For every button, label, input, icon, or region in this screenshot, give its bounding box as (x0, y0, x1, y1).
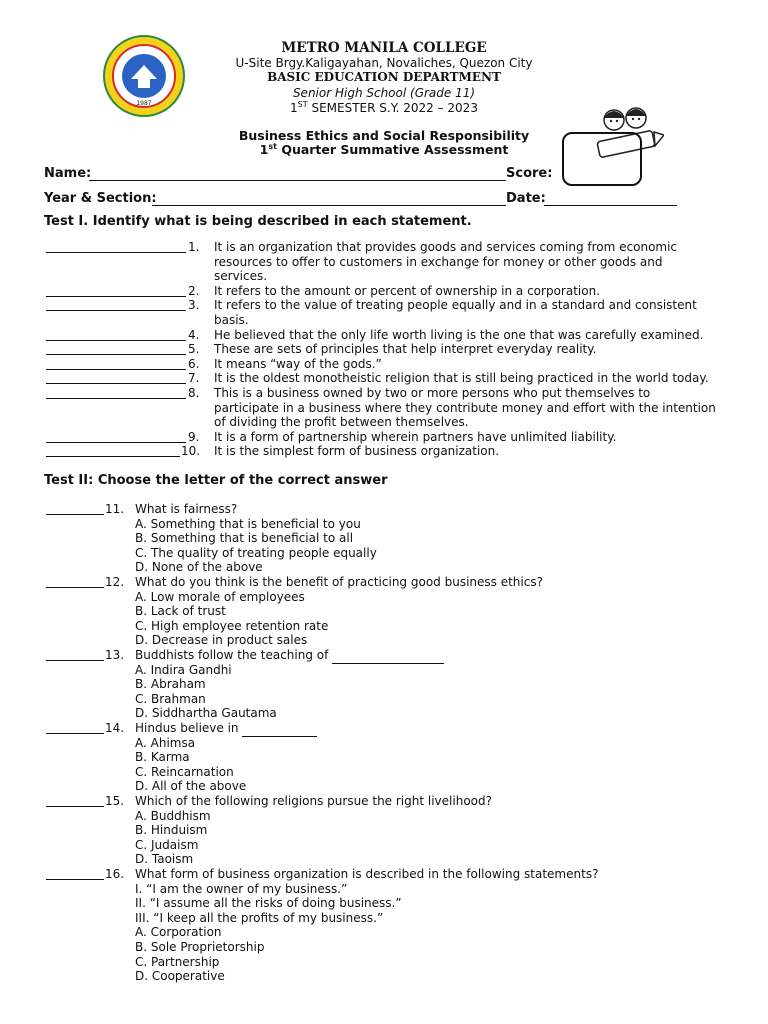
date-input-line[interactable] (544, 205, 677, 206)
question-text: Buddhists follow the teaching of (135, 648, 444, 664)
question-text: Which of the following religions pursue the right livelihood? (135, 794, 492, 808)
answer-blank[interactable] (46, 456, 180, 457)
name-input-line[interactable] (89, 180, 506, 181)
question-text: Hindus believe in (135, 721, 317, 737)
answer-option: A. Buddhism (135, 808, 211, 823)
answer-blank[interactable] (46, 806, 104, 807)
answer-blank[interactable] (46, 340, 186, 341)
answer-blank[interactable] (46, 587, 104, 588)
answer-option: II. “I assume all the risks of doing business.” (135, 896, 402, 911)
answer-option: D. Decrease in product sales (135, 633, 308, 648)
item-number: 2. (188, 283, 200, 298)
item-number: 14. (105, 721, 125, 735)
answer-option: B. Abraham (135, 677, 206, 692)
item-number: 15. (105, 794, 125, 808)
item-text: It is the simplest form of business organization. (214, 444, 500, 459)
item-text: basis. (214, 313, 249, 327)
item-text: It means “way of the gods.” (214, 356, 382, 371)
item-text: It refers to the amount or percent of ownership in a corporation. (214, 283, 600, 298)
answer-option: D. Taoism (135, 852, 194, 867)
school-name: METRO MANILA COLLEGE (281, 40, 487, 56)
semester: 1ST SEMESTER S.Y. 2022 – 2023 (290, 100, 478, 115)
item-number: 3. (188, 298, 200, 313)
answer-option: C. The quality of treating people equally (135, 545, 377, 560)
item-number: 16. (105, 867, 125, 881)
answer-option: C. Partnership (135, 954, 220, 969)
answer-option: D. Siddhartha Gautama (135, 706, 277, 721)
score-box (562, 132, 642, 186)
item-number: 13. (105, 648, 125, 662)
answer-option: C. Judaism (135, 837, 199, 852)
answer-blank[interactable] (46, 733, 104, 734)
item-text: of dividing the profit between themselves. (214, 415, 469, 430)
answer-blank[interactable] (46, 660, 104, 661)
answer-blank[interactable] (46, 383, 186, 384)
answer-blank[interactable] (46, 296, 186, 297)
answer-option: A. Indira Gandhi (135, 662, 232, 677)
question-text: What form of business organization is described in the following statements? (135, 867, 599, 881)
answer-option: B. Karma (135, 750, 190, 765)
answer-option: D. None of the above (135, 560, 263, 575)
date-label: Date: (506, 191, 546, 206)
item-number: 7. (188, 371, 200, 386)
item-number: 1. (188, 240, 200, 254)
answer-option: B. Hinduism (135, 823, 208, 838)
item-number: 11. (105, 502, 125, 516)
grade-level: Senior High School (Grade 11) (292, 86, 476, 100)
answer-blank[interactable] (46, 252, 186, 253)
year-section-label: Year & Section: (44, 191, 157, 206)
fill-in-blank (332, 648, 444, 664)
answer-option: D. Cooperative (135, 969, 225, 984)
item-text: services. (214, 269, 268, 284)
answer-blank[interactable] (46, 310, 186, 311)
answer-option: B. Sole Proprietorship (135, 940, 265, 954)
item-number: 5. (188, 342, 200, 357)
item-number: 9. (188, 429, 200, 444)
answer-option: A. Low morale of employees (135, 589, 305, 604)
score-label: Score: (506, 166, 553, 181)
answer-blank[interactable] (46, 354, 186, 355)
answer-option: B. Something that is beneficial to all (135, 531, 354, 546)
answer-option: I. “I am the owner of my business.” (135, 881, 348, 896)
item-number: 4. (188, 327, 200, 342)
item-text: participate in a business where they contribute money and effort with the intention (214, 400, 716, 415)
answer-option: C. Reincarnation (135, 764, 234, 779)
name-label: Name: (44, 166, 92, 181)
answer-option: A. Corporation (135, 925, 222, 940)
answer-option: B. Lack of trust (135, 604, 226, 619)
item-number: 12. (105, 575, 125, 589)
department: BASIC EDUCATION DEPARTMENT (267, 70, 501, 84)
item-text: It refers to the value of treating people equally and in a standard and consistent (214, 298, 697, 313)
item-number: 10. (181, 444, 201, 459)
item-text: These are sets of principles that help interpret everyday reality. (214, 342, 597, 357)
answer-option: A. Something that is beneficial to you (135, 516, 361, 531)
answer-blank[interactable] (46, 369, 186, 370)
subject-title: Business Ethics and Social Responsibility (238, 128, 530, 143)
answer-blank[interactable] (46, 514, 104, 515)
item-text: It is the oldest monotheistic religion that is still being practiced in the world today. (214, 371, 709, 386)
assessment-title: 1st Quarter Summative Assessment (259, 142, 509, 158)
item-text: It is an organization that provides goods and services coming from economic (214, 240, 678, 254)
test2-title: Test II: Choose the letter of the correct answer (44, 473, 388, 488)
answer-blank[interactable] (46, 442, 186, 443)
answer-option: C. High employee retention rate (135, 618, 329, 633)
test1-title: Test I. Identify what is being described in each statement. (44, 214, 472, 229)
answer-option: A. Ahimsa (135, 735, 196, 750)
item-text: It is a form of partnership wherein partners have unlimited liability. (214, 429, 617, 444)
item-number: 8. (188, 386, 200, 400)
answer-option: C. Brahman (135, 691, 206, 706)
item-text: He believed that the only life worth living is the one that was carefully examined. (214, 327, 704, 342)
item-number: 6. (188, 356, 200, 371)
question-text: What do you think is the benefit of practicing good business ethics? (135, 575, 543, 589)
school-address: U-Site Brgy.Kaligayahan, Novaliches, Quezon City (235, 56, 533, 70)
seal-year-text: 1987 (136, 100, 152, 107)
answer-blank[interactable] (46, 398, 186, 399)
item-text: resources to offer to customers in exchange for money or other goods and (214, 254, 663, 269)
answer-blank[interactable] (46, 879, 104, 880)
answer-option: III. “I keep all the profits of my business.” (135, 910, 384, 925)
answer-option: D. All of the above (135, 779, 247, 794)
item-text: This is a business owned by two or more persons who put themselves to (214, 386, 651, 400)
question-text: What is fairness? (135, 502, 238, 516)
year-section-input-line[interactable] (152, 205, 506, 206)
fill-in-blank (242, 721, 317, 737)
